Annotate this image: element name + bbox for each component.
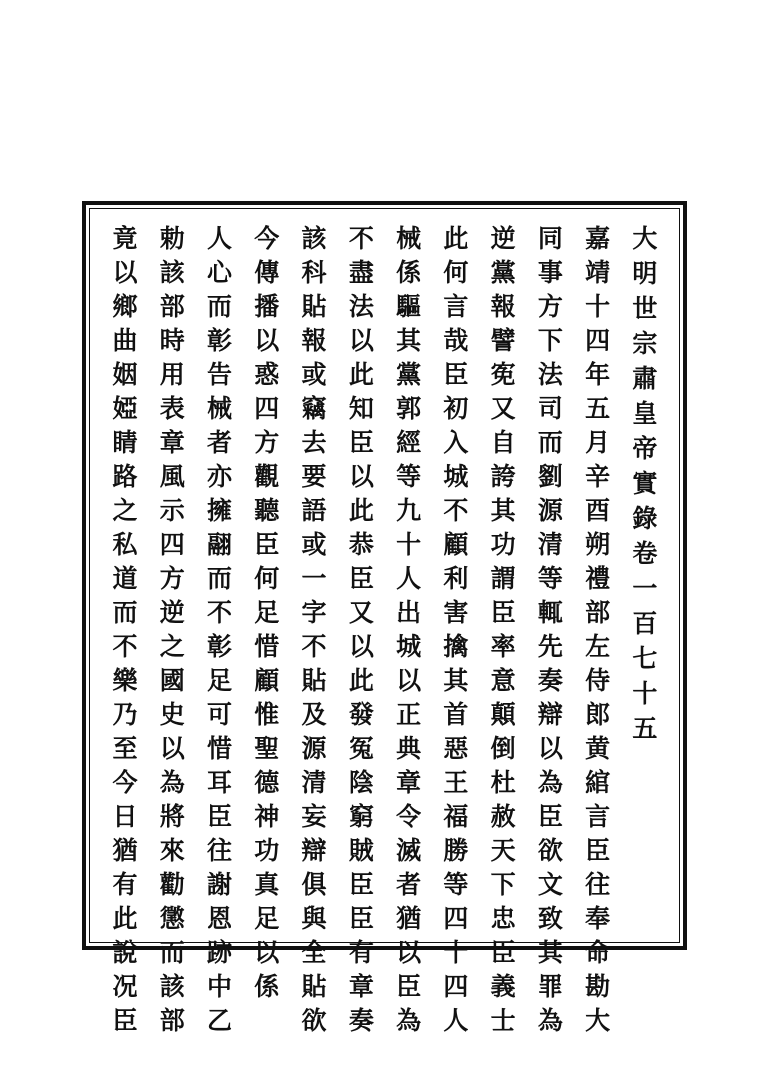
glyph: 為 (537, 1006, 563, 1035)
glyph: 全 (301, 938, 327, 967)
glyph: 率 (490, 632, 516, 661)
glyph: 表 (159, 394, 185, 423)
glyph: 何 (443, 258, 469, 287)
glyph: 乃 (112, 700, 138, 729)
glyph: 杜 (490, 768, 516, 797)
glyph: 典 (396, 734, 422, 763)
glyph: 有 (348, 938, 374, 967)
glyph: 史 (159, 700, 185, 729)
glyph: 該 (301, 224, 327, 253)
text-column (108, 222, 142, 1035)
glyph: 或 (301, 360, 327, 389)
glyph: 國 (159, 666, 185, 695)
text-column (297, 222, 331, 1035)
glyph: 翮 (207, 530, 233, 559)
glyph: 况 (112, 972, 138, 1001)
glyph: 辯 (537, 700, 563, 729)
glyph: 字 (301, 598, 327, 627)
glyph: 彰 (207, 326, 233, 355)
glyph: 猶 (112, 836, 138, 865)
glyph: 七 (632, 644, 658, 673)
glyph: 顧 (254, 666, 280, 695)
glyph: 械 (396, 224, 422, 253)
glyph: 年 (585, 360, 611, 389)
glyph: 四 (159, 530, 185, 559)
glyph: 嘉 (585, 224, 611, 253)
glyph: 靖 (585, 258, 611, 287)
glyph: 及 (301, 700, 327, 729)
glyph: 令 (396, 802, 422, 831)
glyph: 害 (443, 598, 469, 627)
glyph: 以 (254, 326, 280, 355)
glyph: 利 (443, 564, 469, 593)
glyph: 而 (112, 598, 138, 627)
glyph: 至 (112, 734, 138, 763)
glyph: 以 (348, 462, 374, 491)
glyph: 忠 (490, 904, 516, 933)
glyph: 懲 (159, 904, 185, 933)
glyph: 言 (585, 802, 611, 831)
glyph: 此 (443, 224, 469, 253)
glyph: 哉 (443, 326, 469, 355)
glyph: 辛 (585, 462, 611, 491)
glyph: 者 (207, 428, 233, 457)
glyph: 耳 (207, 768, 233, 797)
glyph: 下 (490, 870, 516, 899)
glyph: 譬 (490, 326, 516, 355)
glyph: 風 (159, 462, 185, 491)
glyph: 臣 (348, 564, 374, 593)
glyph: 方 (537, 292, 563, 321)
glyph: 其 (396, 326, 422, 355)
glyph: 可 (207, 700, 233, 729)
glyph: 奏 (537, 666, 563, 695)
glyph: 源 (537, 496, 563, 525)
glyph: 臣 (537, 802, 563, 831)
glyph: 不 (112, 632, 138, 661)
glyph: 窮 (348, 802, 374, 831)
glyph: 清 (301, 768, 327, 797)
glyph: 科 (301, 258, 327, 287)
glyph: 一 (632, 574, 658, 603)
glyph: 道 (112, 564, 138, 593)
glyph: 百 (632, 609, 658, 638)
glyph: 臣 (207, 802, 233, 831)
glyph: 報 (490, 292, 516, 321)
text-column (581, 222, 615, 1035)
glyph: 妄 (301, 802, 327, 831)
glyph: 文 (537, 870, 563, 899)
glyph: 城 (443, 462, 469, 491)
glyph: 欲 (301, 1006, 327, 1035)
glyph: 辯 (301, 836, 327, 865)
glyph: 播 (254, 292, 280, 321)
glyph: 世 (632, 294, 658, 323)
glyph: 中 (207, 972, 233, 1001)
glyph: 實 (632, 469, 658, 498)
glyph: 械 (207, 394, 233, 423)
glyph: 冤 (348, 734, 374, 763)
glyph: 亦 (207, 462, 233, 491)
glyph: 十 (585, 292, 611, 321)
glyph: 聖 (254, 734, 280, 763)
glyph: 逆 (490, 224, 516, 253)
glyph: 姻 (112, 360, 138, 389)
glyph: 入 (443, 428, 469, 457)
glyph: 以 (348, 632, 374, 661)
glyph: 以 (537, 734, 563, 763)
glyph: 言 (443, 292, 469, 321)
glyph: 臣 (396, 972, 422, 1001)
glyph: 路 (112, 462, 138, 491)
glyph: 俱 (301, 870, 327, 899)
glyph: 惑 (254, 360, 280, 389)
text-column (533, 222, 567, 1035)
glyph: 卷 (632, 539, 658, 568)
glyph: 竟 (112, 224, 138, 253)
glyph: 初 (443, 394, 469, 423)
glyph: 來 (159, 836, 185, 865)
glyph: 人 (207, 224, 233, 253)
glyph: 章 (396, 768, 422, 797)
glyph: 事 (537, 258, 563, 287)
glyph: 四 (254, 394, 280, 423)
glyph: 劉 (537, 462, 563, 491)
glyph: 今 (254, 224, 280, 253)
text-column (250, 222, 284, 1001)
glyph: 係 (396, 258, 422, 287)
glyph: 四 (585, 326, 611, 355)
glyph: 以 (254, 938, 280, 967)
glyph: 為 (396, 1006, 422, 1035)
glyph: 五 (632, 714, 658, 743)
glyph: 觀 (254, 462, 280, 491)
glyph: 又 (490, 394, 516, 423)
glyph: 告 (207, 360, 233, 389)
glyph: 方 (254, 428, 280, 457)
glyph: 以 (396, 938, 422, 967)
glyph: 人 (396, 564, 422, 593)
text-column (203, 222, 237, 1035)
glyph: 係 (254, 972, 280, 1001)
glyph: 足 (207, 666, 233, 695)
glyph: 鄉 (112, 292, 138, 321)
glyph: 赦 (490, 802, 516, 831)
glyph: 陰 (348, 768, 374, 797)
glyph: 睛 (112, 428, 138, 457)
glyph: 倒 (490, 734, 516, 763)
glyph: 不 (207, 598, 233, 627)
glyph: 臣 (348, 904, 374, 933)
glyph: 司 (537, 394, 563, 423)
glyph: 法 (537, 360, 563, 389)
glyph: 為 (537, 768, 563, 797)
text-column (344, 222, 378, 1035)
glyph: 章 (159, 428, 185, 457)
glyph: 而 (207, 564, 233, 593)
text-column-title (628, 222, 662, 922)
glyph: 功 (254, 836, 280, 865)
glyph: 以 (112, 258, 138, 287)
glyph: 月 (585, 428, 611, 457)
glyph: 福 (443, 802, 469, 831)
glyph: 臣 (490, 938, 516, 967)
glyph: 出 (396, 598, 422, 627)
glyph: 等 (443, 870, 469, 899)
glyph: 或 (301, 530, 327, 559)
glyph: 而 (207, 292, 233, 321)
glyph: 九 (396, 496, 422, 525)
glyph: 德 (254, 768, 280, 797)
glyph: 用 (159, 360, 185, 389)
glyph: 大 (585, 1006, 611, 1035)
glyph: 日 (112, 802, 138, 831)
glyph: 惜 (207, 734, 233, 763)
glyph: 城 (396, 632, 422, 661)
glyph: 郭 (396, 394, 422, 423)
glyph: 足 (254, 598, 280, 627)
glyph: 往 (585, 870, 611, 899)
glyph: 四 (443, 904, 469, 933)
glyph: 下 (537, 326, 563, 355)
glyph: 跡 (207, 938, 233, 967)
glyph: 足 (254, 904, 280, 933)
glyph: 又 (348, 598, 374, 627)
glyph: 恩 (207, 904, 233, 933)
glyph: 黨 (396, 360, 422, 389)
glyph: 神 (254, 802, 280, 831)
glyph: 乙 (207, 1006, 233, 1035)
glyph: 真 (254, 870, 280, 899)
glyph: 惡 (443, 734, 469, 763)
glyph: 恭 (348, 530, 374, 559)
glyph: 十 (443, 938, 469, 967)
glyph: 其 (443, 666, 469, 695)
glyph: 臣 (585, 836, 611, 865)
text-column (392, 222, 426, 1035)
text-column (155, 222, 189, 1035)
glyph: 部 (159, 292, 185, 321)
glyph: 以 (348, 326, 374, 355)
glyph: 功 (490, 530, 516, 559)
glyph: 貼 (301, 292, 327, 321)
glyph: 等 (396, 462, 422, 491)
glyph: 酉 (585, 496, 611, 525)
glyph: 此 (348, 360, 374, 389)
glyph: 報 (301, 326, 327, 355)
glyph: 驅 (396, 292, 422, 321)
glyph: 今 (112, 768, 138, 797)
glyph: 語 (301, 496, 327, 525)
glyph: 往 (207, 836, 233, 865)
glyph: 致 (537, 904, 563, 933)
glyph: 盡 (348, 258, 374, 287)
glyph: 臣 (348, 870, 374, 899)
glyph: 之 (112, 496, 138, 525)
glyph: 此 (112, 904, 138, 933)
glyph: 法 (348, 292, 374, 321)
glyph: 顛 (490, 700, 516, 729)
glyph: 朔 (585, 530, 611, 559)
glyph: 勅 (159, 224, 185, 253)
glyph: 該 (159, 972, 185, 1001)
glyph: 奏 (348, 1006, 374, 1035)
glyph: 擁 (207, 496, 233, 525)
glyph: 心 (207, 258, 233, 287)
glyph: 示 (159, 496, 185, 525)
glyph: 禮 (585, 564, 611, 593)
glyph: 左 (585, 632, 611, 661)
glyph: 有 (112, 870, 138, 899)
glyph: 命 (585, 938, 611, 967)
glyph: 說 (112, 938, 138, 967)
glyph: 肅 (632, 364, 658, 393)
glyph: 去 (301, 428, 327, 457)
glyph: 部 (585, 598, 611, 627)
glyph: 以 (396, 666, 422, 695)
glyph: 貼 (301, 666, 327, 695)
glyph: 勘 (585, 972, 611, 1001)
glyph: 臣 (254, 530, 280, 559)
glyph: 罪 (537, 972, 563, 1001)
glyph: 勸 (159, 870, 185, 899)
glyph: 宗 (632, 329, 658, 358)
glyph: 時 (159, 326, 185, 355)
glyph: 而 (537, 428, 563, 457)
glyph: 彰 (207, 632, 233, 661)
glyph: 綰 (585, 768, 611, 797)
glyph: 知 (348, 394, 374, 423)
text-column (486, 222, 520, 1035)
glyph: 士 (490, 1006, 516, 1035)
glyph: 天 (490, 836, 516, 865)
glyph: 黄 (585, 734, 611, 763)
glyph: 私 (112, 530, 138, 559)
glyph: 義 (490, 972, 516, 1001)
glyph: 黨 (490, 258, 516, 287)
glyph: 𡨚 (490, 360, 516, 389)
glyph: 之 (159, 632, 185, 661)
glyph: 大 (632, 224, 658, 253)
glyph: 臣 (490, 598, 516, 627)
glyph: 同 (537, 224, 563, 253)
glyph: 為 (159, 768, 185, 797)
glyph: 此 (348, 496, 374, 525)
glyph: 擒 (443, 632, 469, 661)
glyph: 皇 (632, 399, 658, 428)
glyph: 何 (254, 564, 280, 593)
glyph: 帝 (632, 434, 658, 463)
glyph: 經 (396, 428, 422, 457)
glyph: 聽 (254, 496, 280, 525)
glyph: 發 (348, 700, 374, 729)
glyph: 顧 (443, 530, 469, 559)
glyph: 五 (585, 394, 611, 423)
glyph: 輒 (537, 598, 563, 627)
glyph: 貼 (301, 972, 327, 1001)
glyph: 正 (396, 700, 422, 729)
glyph: 自 (490, 428, 516, 457)
glyph: 該 (159, 258, 185, 287)
glyph: 臣 (443, 360, 469, 389)
glyph: 而 (159, 938, 185, 967)
glyph: 此 (348, 666, 374, 695)
glyph: 奉 (585, 904, 611, 933)
glyph: 不 (443, 496, 469, 525)
glyph: 其 (490, 496, 516, 525)
glyph: 臣 (112, 1006, 138, 1035)
glyph: 明 (632, 259, 658, 288)
glyph: 婭 (112, 394, 138, 423)
glyph: 其 (537, 938, 563, 967)
glyph: 錄 (632, 504, 658, 533)
vertical-text-block (108, 222, 662, 1035)
glyph: 臣 (348, 428, 374, 457)
glyph: 郎 (585, 700, 611, 729)
glyph: 源 (301, 734, 327, 763)
glyph: 滅 (396, 836, 422, 865)
glyph: 人 (443, 1006, 469, 1035)
glyph: 賊 (348, 836, 374, 865)
glyph: 將 (159, 802, 185, 831)
glyph: 猶 (396, 904, 422, 933)
glyph: 不 (301, 632, 327, 661)
glyph: 不 (348, 224, 374, 253)
glyph: 欲 (537, 836, 563, 865)
glyph: 十 (396, 530, 422, 559)
glyph: 先 (537, 632, 563, 661)
glyph: 要 (301, 462, 327, 491)
glyph: 誇 (490, 462, 516, 491)
glyph: 曲 (112, 326, 138, 355)
glyph: 謂 (490, 564, 516, 593)
glyph: 王 (443, 768, 469, 797)
glyph: 章 (348, 972, 374, 1001)
glyph: 惟 (254, 700, 280, 729)
glyph: 以 (159, 734, 185, 763)
glyph: 傳 (254, 258, 280, 287)
glyph: 四 (443, 972, 469, 1001)
glyph: 部 (159, 1006, 185, 1035)
glyph: 意 (490, 666, 516, 695)
glyph: 清 (537, 530, 563, 559)
glyph: 與 (301, 904, 327, 933)
glyph: 侍 (585, 666, 611, 695)
glyph: 方 (159, 564, 185, 593)
glyph: 惜 (254, 632, 280, 661)
glyph: 首 (443, 700, 469, 729)
text-column (439, 222, 473, 1035)
glyph: 逆 (159, 598, 185, 627)
glyph: 樂 (112, 666, 138, 695)
glyph: 一 (301, 564, 327, 593)
glyph: 等 (537, 564, 563, 593)
glyph: 者 (396, 870, 422, 899)
glyph: 十 (632, 679, 658, 708)
glyph: 謝 (207, 870, 233, 899)
glyph: 勝 (443, 836, 469, 865)
glyph: 竊 (301, 394, 327, 423)
